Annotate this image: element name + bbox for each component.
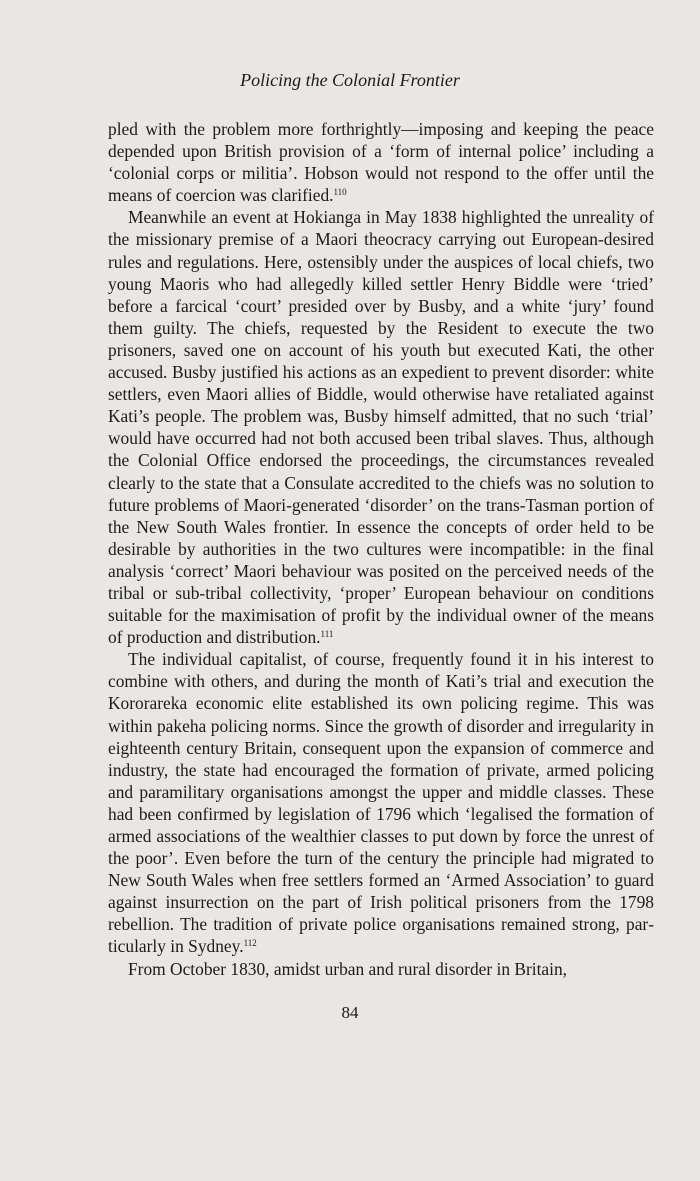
footnote-marker: 110 [333, 187, 347, 198]
running-head: Policing the Colonial Frontier [240, 70, 460, 90]
paragraph-text: Meanwhile an event at Hokianga in May 1838 highlighted the unreality of the missionary premise of a Maori theocracy carrying out European-desired rules and regulations. Here, ostensibly under the auspices of local chiefs, two young Maoris who had allegedly killed settler Henry Biddle were ‘tried’ before a farcical ‘court’ presided over by Busby, and a white ‘jury’ found them guilty. The chiefs, requested by the Resident to execute the two prisoners, saved one on account of his youth but executed Kati, the other accused. Busby justified his actions as an expedient to prevent disorder: white settlers, even Maori allies of Biddle, would otherwise have retaliated against Kati’s people. The problem was, Busby himself admitted, that no such ‘trial’ would have occurred had not both accused been tribal slaves. Thus, although the Colonial Office endorsed the proceedings, the circumstances revealed clearly to the state that a Consulate accredited to the chiefs was no solution to future problems of Maori-generated ‘disorder’ on the trans-Tasman portion of the New South Wales frontier. In essence the concepts of order held to be desirable by authorities in the two cultures were incompatible: in the final analysis ‘correct’ Maori behaviour was posited on the perceived needs of the tribal or sub-tribal collectivity, ‘proper’ European behaviour on conditions suitable for the maximisation of profit by the individual owner of the means of production and distribution. [108, 207, 654, 648]
body-text [108, 118, 654, 980]
paragraph-text: The individual capitalist, of course, frequently found it in his interest to combine with others, and during the month of Kati’s trial and execution the Kororareka economic elite established its own policing regime. This was within pakeha policing norms. Since the growth of disorder and irregularity in eighteenth century Britain, consequent upon the expansion of commerce and industry, the state had encouraged the formation of private, armed policing and paramilitary organisations amongst the upper and middle classes. These had been confirmed by legislation of 1796 which ‘legalised the formation of armed associations of the wealthier classes to put down by force the unrest of the poor’. Even before the turn of the century the principle had migrated to New South Wales when free settlers formed an ‘Armed Association’ to guard against insurrection on the part of Irish political prisoners from the 1798 rebellion. The tradition of private police organisations remained strong, particularly in Sydney. [108, 649, 654, 957]
paragraph-text: pled with the problem more forthrightly—imposing and keeping the peace depended upon British provision of a ‘form of internal police’ including a ‘colonial corps or militia’. Hobson would not respond to the offer until the means of coercion was clarified. [108, 119, 654, 206]
page-number: 84 [341, 1003, 359, 1022]
paragraph-4 [108, 958, 654, 980]
paragraph-2 [108, 206, 654, 648]
footnote-marker: 112 [243, 938, 257, 949]
footnote-marker: 111 [320, 629, 334, 640]
paragraph-text: From October 1830, amidst urban and rural disorder in Britain, [128, 958, 568, 979]
paragraph-3 [108, 648, 654, 957]
paragraph-1 [108, 118, 654, 206]
